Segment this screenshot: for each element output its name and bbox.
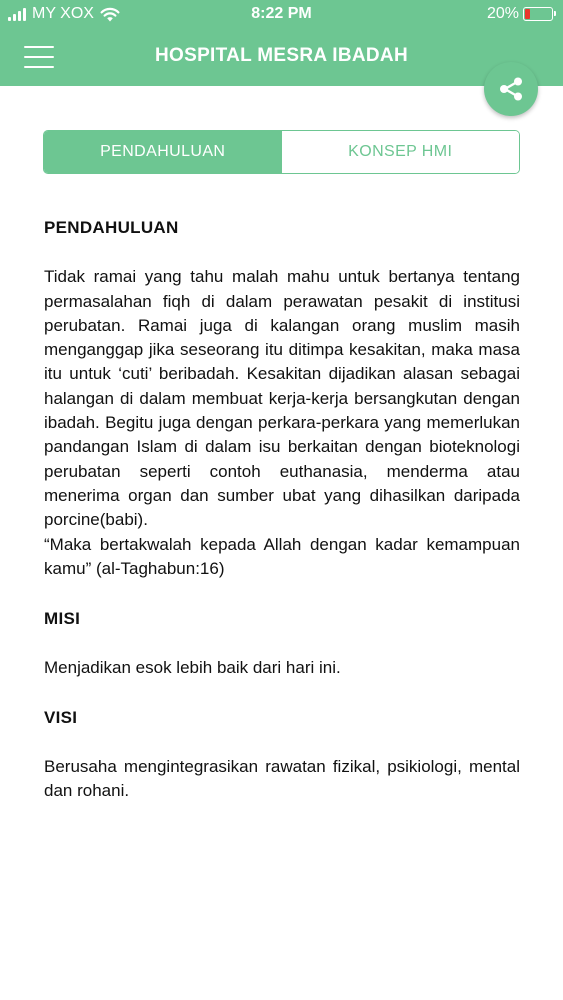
intro-quote: “Maka bertakwalah kepada Allah dengan kadar kemampuan kamu” (al-Taghabun:16) — [44, 534, 520, 578]
share-icon — [497, 75, 525, 103]
misi-body: Menjadikan esok lebih baik dari hari ini. — [44, 658, 341, 678]
battery-icon — [523, 7, 553, 21]
visi-body: Berusaha mengintegrasikan rawatan fizikal, psikiologi, mental dan rohani. — [44, 757, 520, 801]
segment-tabs — [43, 130, 520, 174]
status-bar — [0, 0, 563, 30]
tab-konsep-hmi[interactable]: KONSEP HMI — [282, 131, 520, 173]
app-header — [0, 0, 563, 86]
share-button[interactable] — [484, 62, 538, 116]
status-right — [487, 5, 553, 23]
battery-level — [525, 9, 530, 19]
page-title: HOSPITAL MESRA IBADAH — [155, 45, 408, 66]
misi-heading: MISI — [44, 609, 81, 629]
carrier-label: MY XOX — [32, 5, 94, 22]
main-content — [44, 216, 520, 804]
visi-heading: VISI — [44, 707, 78, 727]
battery-percent: 20% — [486, 5, 519, 22]
tab-pendahuluan[interactable]: PENDAHULUAN — [44, 131, 282, 173]
intro-heading: PENDAHULUAN — [44, 218, 179, 237]
intro-body: Tidak ramai yang tahu malah mahu untuk bertanya tentang permasalahan fiqh di dalam perawatan pesakit di institusi perubatan. Ramai juga di kalangan orang muslim masih menganggap jika seseorang itu ditimpa kesakitan, maka masa itu untuk ‘cuti’ beribadah. Kesakitan dijadikan alasan sebagai halangan di dalam membuat kerja-kerja bersangkutan dengan ibadah. Begitu juga dengan perkara-perkara yang memerlukan pandangan Islam di dalam isu berkaitan dengan bioteknologi perubatan seperti contoh euthanasia, menderma atau menerima organ dan sumber ubat yang dihasilkan daripada porcine(babi). — [44, 267, 520, 530]
status-time: 8:22 PM — [251, 5, 312, 22]
